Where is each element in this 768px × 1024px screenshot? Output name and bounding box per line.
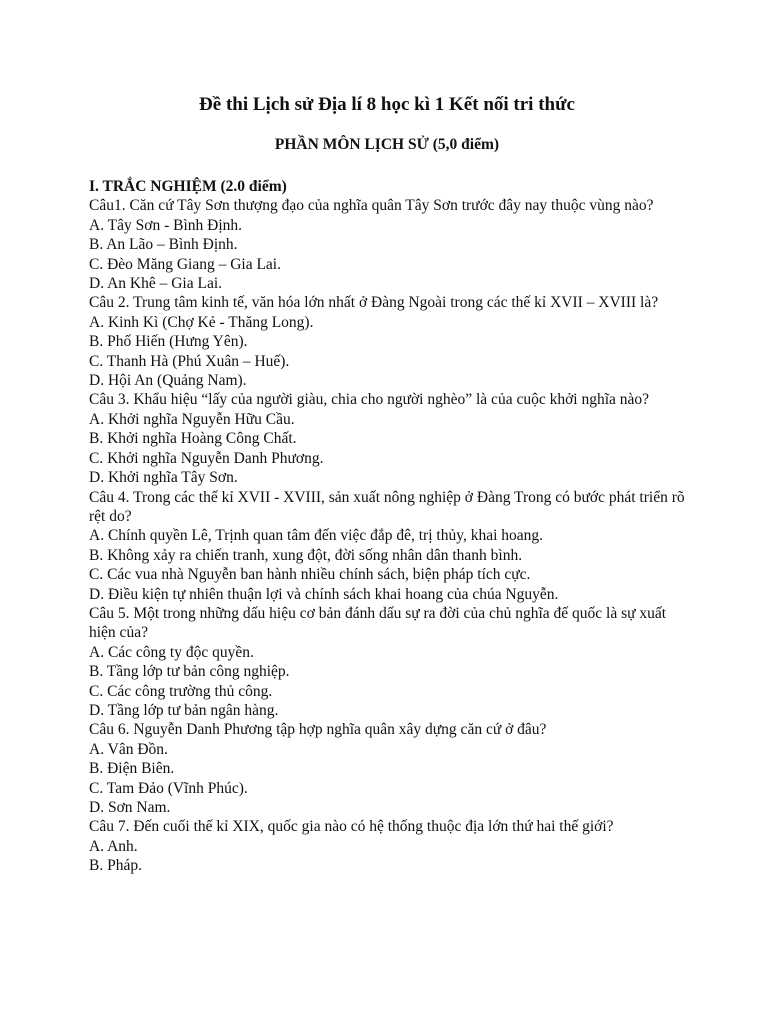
answer-option: C. Các công trường thủ công. xyxy=(89,682,273,700)
answer-option: D. Sơn Nam. xyxy=(89,799,171,816)
answer-option: D. Hội An (Quảng Nam). xyxy=(89,372,247,390)
question-text: Câu 6. Nguyễn Danh Phương tập hợp nghĩa quân xây dựng căn cứ ở đâu? xyxy=(89,721,547,739)
question-3 xyxy=(89,390,685,487)
question-text: Câu 3. Khẩu hiệu “lấy của người giàu, chia cho người nghèo” là của cuộc khởi nghĩa nào? xyxy=(89,391,650,409)
answer-option: C. Thanh Hà (Phú Xuân – Huế). xyxy=(89,352,290,370)
answer-option: C. Đèo Măng Giang – Gia Lai. xyxy=(89,255,281,273)
answer-option: C. Khởi nghĩa Nguyễn Danh Phương. xyxy=(89,449,324,467)
answer-option: B. Pháp. xyxy=(89,857,142,875)
answer-option: A. Kinh Kì (Chợ Kẻ - Thăng Long). xyxy=(89,313,314,331)
section-heading: I. TRẮC NGHIỆM (2.0 điểm) xyxy=(89,178,287,195)
question-7 xyxy=(89,817,685,875)
answer-option: A. Anh. xyxy=(89,837,138,855)
answer-option: A. Các công ty độc quyền. xyxy=(89,643,254,661)
answer-option: C. Các vua nhà Nguyễn ban hành nhiều chính sách, biện pháp tích cực. xyxy=(89,566,531,584)
answer-option: B. Phố Hiến (Hưng Yên). xyxy=(89,333,248,351)
document-page xyxy=(89,92,685,876)
answer-option: A. Vân Đồn. xyxy=(89,740,168,758)
answer-option: D. Khởi nghĩa Tây Sơn. xyxy=(89,469,238,487)
question-text: Câu 4. Trong các thế kỉ XVII - XVIII, sản xuất nông nghiệp ở Đàng Trong có bước phát triển rõ rệt do? xyxy=(89,488,685,525)
answer-option: A. Khởi nghĩa Nguyễn Hữu Cầu. xyxy=(89,410,295,428)
question-text: Câu 2. Trung tâm kinh tế, văn hóa lớn nhất ở Đàng Ngoài trong các thế kỉ XVII – XVIII là? xyxy=(89,294,659,312)
answer-option: D. Tầng lớp tư bản ngân hàng. xyxy=(89,701,279,719)
answer-option: C. Tam Đảo (Vĩnh Phúc). xyxy=(89,779,248,797)
question-2 xyxy=(89,293,685,390)
document-subtitle: PHẦN MÔN LỊCH SỬ (5,0 điểm) xyxy=(274,136,500,153)
answer-option: B. An Lão – Bình Định. xyxy=(89,236,238,254)
answer-option: A. Chính quyền Lê, Trịnh quan tâm đến việc đắp đê, trị thủy, khai hoang. xyxy=(89,527,544,545)
answer-option: B. Điện Biên. xyxy=(89,760,175,778)
question-1 xyxy=(89,196,685,293)
answer-option: B. Tầng lớp tư bản công nghiệp. xyxy=(89,663,290,681)
answer-option: A. Tây Sơn - Bình Định. xyxy=(89,216,243,234)
question-5 xyxy=(89,604,685,720)
question-6 xyxy=(89,720,685,817)
question-4 xyxy=(89,488,685,604)
question-text: Câu 5. Một trong những dấu hiệu cơ bản đánh dấu sự ra đời của chủ nghĩa đế quốc là sự xuất hiện của? xyxy=(89,604,667,642)
document-title: Đề thi Lịch sử Địa lí 8 học kì 1 Kết nối tri thức xyxy=(199,94,575,115)
answer-option: B. Không xảy ra chiến tranh, xung đột, đời sống nhân dân thanh bình. xyxy=(89,546,523,564)
answer-option: D. An Khê – Gia Lai. xyxy=(89,275,223,293)
question-text: Câu1. Căn cứ Tây Sơn thượng đạo của nghĩa quân Tây Sơn trước đây nay thuộc vùng nào? xyxy=(89,197,654,215)
question-text: Câu 7. Đến cuối thế kỉ XIX, quốc gia nào có hệ thống thuộc địa lớn thứ hai thế giới? xyxy=(89,818,614,836)
answer-option: D. Điều kiện tự nhiên thuận lợi và chính sách khai hoang của chúa Nguyễn. xyxy=(89,585,559,603)
answer-option: B. Khởi nghĩa Hoàng Công Chất. xyxy=(89,430,297,448)
